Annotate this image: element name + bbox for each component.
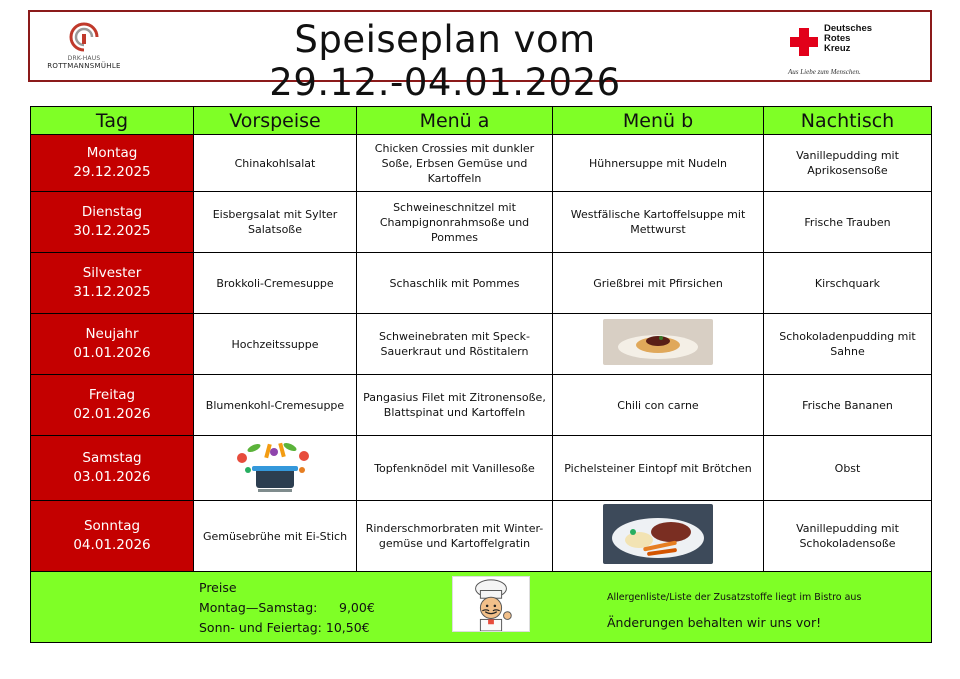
vorspeise-cell: Eisbergsalat mit Sylter Salatsoße xyxy=(194,192,357,253)
page-title: Speiseplan vom 29.12.-04.01.2026 xyxy=(269,18,621,104)
menu-b-cell xyxy=(553,501,764,572)
vorspeise-cell: Chinakohlsalat xyxy=(194,135,357,192)
logo-line-1: DRK-HAUS xyxy=(67,55,101,62)
menu-b-cell: Hühnersuppe mit Nudeln xyxy=(553,135,764,192)
menu-b-cell: Grießbrei mit Pfirsichen xyxy=(553,253,764,314)
roast-dish-photo xyxy=(603,504,713,564)
day-date: 01.01.2026 xyxy=(73,345,151,361)
footer-row xyxy=(31,572,932,643)
day-cell xyxy=(31,135,194,192)
table-row xyxy=(31,501,932,572)
holiday-price-row xyxy=(199,618,375,638)
day-date: 04.01.2026 xyxy=(73,537,151,553)
drk-name-line-3: Kreuz xyxy=(824,43,851,54)
menu-a-cell: Chicken Crossies mit dunkler Soße, Erbsen Gemüse und Kartoffeln xyxy=(357,135,553,192)
table-row xyxy=(31,253,932,314)
table-row xyxy=(31,314,932,375)
holiday-price: 10,50€ xyxy=(325,620,370,635)
page-header xyxy=(28,10,932,104)
day-name: Dienstag xyxy=(81,204,143,220)
spiral-logo-icon xyxy=(64,20,104,54)
day-cell xyxy=(31,314,194,375)
day-cell xyxy=(31,375,194,436)
menu-a-cell: Pangasius Filet mit Zitronensoße, Blattspinat und Kartoffeln xyxy=(357,375,553,436)
day-date: 30.12.2025 xyxy=(73,223,151,239)
drk-name-line-2: Rotes xyxy=(824,33,851,44)
weekday-label: Montag—Samstag: xyxy=(199,600,318,615)
day-date: 03.01.2026 xyxy=(73,469,151,485)
drk-logo xyxy=(788,23,894,76)
nachtisch-cell: Vanillepudding mit Schokoladensoße xyxy=(764,501,932,572)
weekday-price: 9,00€ xyxy=(339,600,375,615)
pasta-dish-photo xyxy=(603,319,713,365)
footer-cell xyxy=(31,572,932,643)
holiday-label: Sonn- und Feiertag: xyxy=(199,620,322,635)
day-name: Samstag xyxy=(82,450,142,466)
menu-b-cell: Chili con carne xyxy=(553,375,764,436)
vorspeise-cell: Hochzeitssuppe xyxy=(194,314,357,375)
day-cell xyxy=(31,192,194,253)
day-name: Montag xyxy=(86,145,138,161)
menu-b-cell: Westfälische Kartoffelsuppe mit Mettwurst xyxy=(553,192,764,253)
nachtisch-cell: Frische Bananen xyxy=(764,375,932,436)
chef-illustration xyxy=(452,576,530,632)
menu-a-cell: Schaschlik mit Pommes xyxy=(357,253,553,314)
vorspeise-cell xyxy=(194,436,357,501)
weekday-price-row xyxy=(199,598,375,618)
day-name: Neujahr xyxy=(85,326,139,342)
day-name: Silvester xyxy=(82,265,142,281)
price-block xyxy=(199,578,375,638)
nachtisch-cell: Obst xyxy=(764,436,932,501)
drk-name-line-1: Deutsches xyxy=(824,23,873,34)
menu-b-cell xyxy=(553,314,764,375)
nachtisch-cell: Frische Trauben xyxy=(764,192,932,253)
menu-a-cell: Rinderschmorbraten mit Winter-gemüse und Kartoffelgratin xyxy=(357,501,553,572)
nachtisch-cell: Schokoladenpudding mit Sahne xyxy=(764,314,932,375)
day-date: 02.01.2026 xyxy=(73,406,151,422)
column-header-tag: Tag xyxy=(31,107,194,135)
drk-name xyxy=(824,24,872,54)
nachtisch-cell: Vanillepudding mit Aprikosensoße xyxy=(764,135,932,192)
menu-b-cell: Pichelsteiner Eintopf mit Brötchen xyxy=(553,436,764,501)
menu-a-cell: Topfenknödel mit Vanillesoße xyxy=(357,436,553,501)
column-header-nachtisch: Nachtisch xyxy=(764,107,932,135)
table-row xyxy=(31,375,932,436)
day-date: 31.12.2025 xyxy=(73,284,151,300)
column-header-vorspeise: Vorspeise xyxy=(194,107,357,135)
day-cell xyxy=(31,501,194,572)
day-name: Freitag xyxy=(88,387,136,403)
prices-title: Preise xyxy=(199,580,237,595)
table-header-row xyxy=(31,107,932,135)
drk-slogan: Aus Liebe zum Menschen. xyxy=(788,68,861,76)
vorspeise-cell: Brokkoli-Cremesuppe xyxy=(194,253,357,314)
menu-a-cell: Schweineschnitzel mit Champignonrahmsoße und Pommes xyxy=(357,192,553,253)
vorspeise-cell: Blumenkohl-Cremesuppe xyxy=(194,375,357,436)
vorspeise-cell: Gemüsebrühe mit Ei-Stich xyxy=(194,501,357,572)
day-name: Sonntag xyxy=(83,518,141,534)
day-cell xyxy=(31,436,194,501)
day-date: 29.12.2025 xyxy=(73,164,151,180)
vegetable-pot-illustration xyxy=(220,438,330,494)
red-cross-icon xyxy=(790,28,818,56)
menu-table xyxy=(30,106,932,643)
drk-haus-logo xyxy=(44,20,124,76)
table-row xyxy=(31,135,932,192)
column-header-menu-a: Menü a xyxy=(357,107,553,135)
allergen-note: Allergenliste/Liste der Zusatzstoffe liegt im Bistro aus xyxy=(607,592,862,603)
table-row xyxy=(31,192,932,253)
day-cell xyxy=(31,253,194,314)
table-row xyxy=(31,436,932,501)
nachtisch-cell: Kirschquark xyxy=(764,253,932,314)
logo-line-2: ROTTMANNSMÜHLE xyxy=(47,62,121,70)
column-header-menu-b: Menü b xyxy=(553,107,764,135)
changes-note: Änderungen behalten wir uns vor! xyxy=(607,615,822,630)
menu-a-cell: Schweinebraten mit Speck-Sauerkraut und Röstitalern xyxy=(357,314,553,375)
